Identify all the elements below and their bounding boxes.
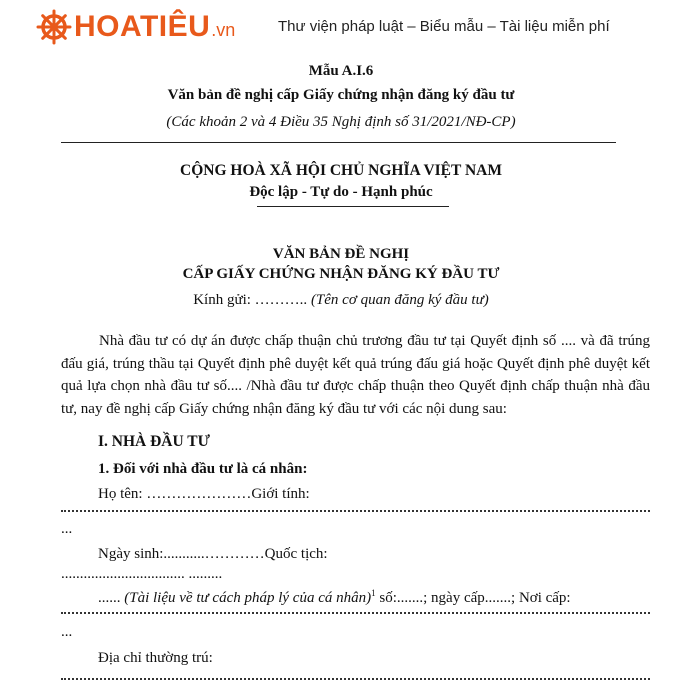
dotted-tail: ................................. ......... (61, 566, 223, 582)
dotted-tail: ... (61, 624, 73, 640)
form-legal-basis: (Các khoản 2 và 4 Điều 35 Nghị định số 31/2021/NĐ-CP) (166, 114, 516, 130)
national-motto: Độc lập - Tự do - Hạnh phúc (249, 184, 433, 200)
document-subheading: CẤP GIẤY CHỨNG NHẬN ĐĂNG KÝ ĐẦU TƯ (182, 266, 500, 282)
field-permanent-address: Địa chỉ thường trú: (98, 650, 213, 666)
site-logo[interactable] (36, 6, 235, 48)
field-prefix: ...... (98, 590, 121, 606)
dotted-fill-line (61, 672, 650, 680)
form-title: Văn bản đề nghị cấp Giấy chứng nhận đăng ký đầu tư (167, 87, 515, 103)
dotted-fill-line (61, 504, 650, 512)
logo-suffix: .vn (211, 20, 236, 40)
site-header (0, 0, 682, 52)
document-heading: VĂN BẢN ĐỀ NGHỊ (272, 246, 410, 262)
field-dob-nationality: Ngày sinh:...........…………Quốc tịch: (98, 546, 328, 562)
field-legal-document-label: (Tài liệu về tư cách pháp lý của cá nhân) (124, 590, 372, 606)
section-title: I. NHÀ ĐẦU TƯ (98, 433, 210, 450)
form-code: Mẫu A.I.6 (308, 63, 374, 79)
salutation-target: (Tên cơ quan đăng ký đầu tư) (310, 292, 489, 308)
ship-wheel-icon (36, 9, 72, 45)
dotted-tail: ... (61, 521, 73, 537)
divider (61, 142, 616, 143)
dotted-fill-line (61, 606, 650, 614)
field-name-gender: Họ tên: …………………Giới tính: (98, 486, 310, 502)
site-tagline: Thư viện pháp luật – Biểu mẫu – Tài liệu miễn phí (278, 18, 610, 35)
footnote-marker[interactable]: 1 (371, 588, 376, 598)
salutation-label: Kính gửi: ……….. (193, 292, 308, 308)
intro-paragraph: Nhà đầu tư có dự án được chấp thuận chủ trương đầu tư tại Quyết định số .... và đã trúng đấu giá, trúng thầu tại Quyết định phê duyệt kết quả trúng đấu giá hoặc Quyết định phê duyệt kết quả lựa chọn nhà đầu tư số.... /Nhà đầu tư được chấp thuận theo Quyết định chấp thuận nhà đầu tư, nay đề nghị cấp Giấy chứng nhận đăng ký đầu tư với các nội dung sau: (61, 333, 650, 417)
salutation (0, 292, 682, 309)
section-subtitle: 1. Đối với nhà đầu tư là cá nhân: (98, 461, 308, 477)
motto-underline (257, 206, 449, 207)
field-legal-document-suffix: số:.......; ngày cấp.......; Nơi cấp: (379, 590, 571, 606)
field-legal-document (98, 588, 571, 607)
logo-text: HOATIÊU (74, 10, 211, 43)
national-name: CỘNG HOÀ XÃ HỘI CHỦ NGHĨA VIỆT NAM (180, 162, 502, 179)
